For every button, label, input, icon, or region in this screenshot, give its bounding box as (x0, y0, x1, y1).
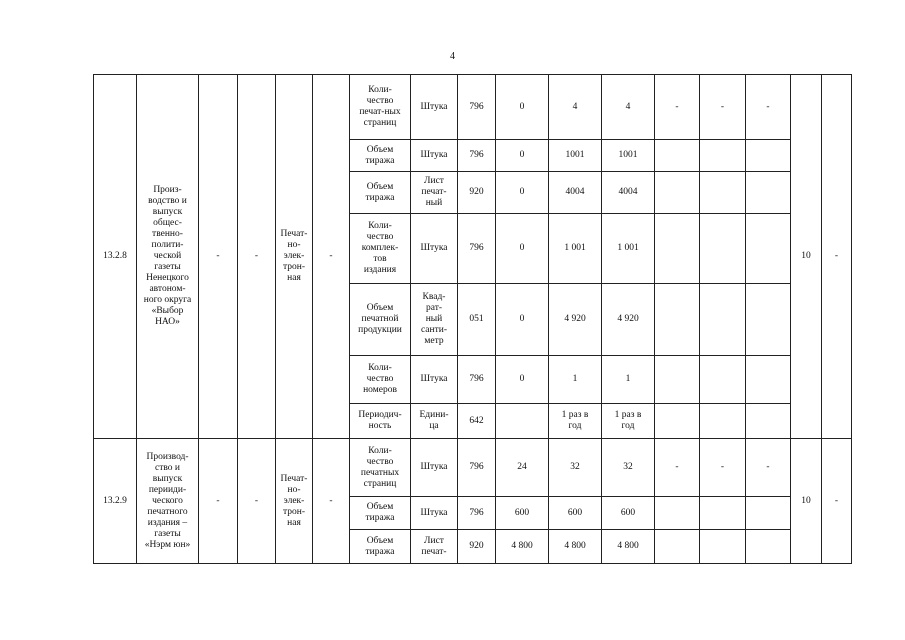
okei-code-cell: 796 (458, 140, 496, 172)
extra-cell (746, 530, 791, 564)
okei-code-cell: 920 (458, 172, 496, 214)
extra-cell (655, 497, 700, 530)
value-cell: 0 (496, 172, 549, 214)
value-cell (496, 404, 549, 439)
unit-cell: Квад- рат- ный санти- метр (411, 284, 458, 356)
page-number: 4 (450, 51, 455, 62)
service-name-cell: Производ- ство и выпуск перииди- ческого печатного издания – газеты «Нэрм юн» (137, 439, 199, 564)
indicator-cell: Коли- чество номеров (350, 356, 411, 404)
extra-cell (746, 214, 791, 284)
extra-cell (746, 356, 791, 404)
extra-cell (655, 356, 700, 404)
extra-cell (700, 140, 746, 172)
extra-cell (700, 404, 746, 439)
okei-code-cell: 796 (458, 75, 496, 140)
value-cell: 4 800 (602, 530, 655, 564)
extra-cell (655, 172, 700, 214)
okei-code-cell: 796 (458, 214, 496, 284)
extra-cell (700, 214, 746, 284)
extra-cell: - (746, 75, 791, 140)
value-cell: 0 (496, 75, 549, 140)
dash-cell: - (313, 439, 350, 564)
value-cell: 4004 (549, 172, 602, 214)
value-cell: 4 (549, 75, 602, 140)
value-cell: 1 001 (602, 214, 655, 284)
extra-cell: - (700, 75, 746, 140)
value-cell: 32 (549, 439, 602, 497)
extra-cell (655, 404, 700, 439)
dash-cell: - (822, 75, 852, 439)
dash-cell: - (199, 75, 238, 439)
deviation-percent-cell: 10 (791, 75, 822, 439)
okei-code-cell: 796 (458, 497, 496, 530)
unit-cell: Штука (411, 140, 458, 172)
extra-cell (700, 356, 746, 404)
extra-cell (700, 172, 746, 214)
extra-cell: - (655, 75, 700, 140)
value-cell: 0 (496, 140, 549, 172)
table-row (94, 75, 852, 140)
extra-cell (700, 530, 746, 564)
value-cell: 1 раз в год (602, 404, 655, 439)
indicator-cell: Объем печатной продукции (350, 284, 411, 356)
dash-cell: - (313, 75, 350, 439)
value-cell: 0 (496, 214, 549, 284)
okei-code-cell: 920 (458, 530, 496, 564)
extra-cell (746, 172, 791, 214)
data-table (93, 74, 852, 564)
okei-code-cell: 642 (458, 404, 496, 439)
form-cell: Печат- но- элек- трон- ная (276, 439, 313, 564)
okei-code-cell: 796 (458, 439, 496, 497)
value-cell: 4004 (602, 172, 655, 214)
value-cell: 4 800 (549, 530, 602, 564)
unit-cell: Штука (411, 356, 458, 404)
value-cell: 600 (602, 497, 655, 530)
indicator-cell: Периодич- ность (350, 404, 411, 439)
value-cell: 0 (496, 284, 549, 356)
section-number-cell: 13.2.9 (94, 439, 137, 564)
indicator-cell: Коли- чество комплек- тов издания (350, 214, 411, 284)
extra-cell (746, 497, 791, 530)
extra-cell (655, 214, 700, 284)
extra-cell (746, 284, 791, 356)
indicator-cell: Коли- чество печат-ных страниц (350, 75, 411, 140)
value-cell: 600 (549, 497, 602, 530)
value-cell: 0 (496, 356, 549, 404)
extra-cell (700, 284, 746, 356)
unit-cell: Штука (411, 439, 458, 497)
value-cell: 1 001 (549, 214, 602, 284)
extra-cell (655, 140, 700, 172)
indicator-cell: Объем тиража (350, 140, 411, 172)
value-cell: 24 (496, 439, 549, 497)
value-cell: 4 920 (549, 284, 602, 356)
extra-cell: - (655, 439, 700, 497)
section-number-cell: 13.2.8 (94, 75, 137, 439)
extra-cell (655, 284, 700, 356)
value-cell: 1 раз в год (549, 404, 602, 439)
value-cell: 1001 (549, 140, 602, 172)
extra-cell (746, 404, 791, 439)
table-row (94, 439, 852, 497)
indicator-cell: Коли- чество печатных страниц (350, 439, 411, 497)
value-cell: 1001 (602, 140, 655, 172)
unit-cell: Штука (411, 75, 458, 140)
dash-cell: - (238, 75, 276, 439)
extra-cell (655, 530, 700, 564)
dash-cell: - (199, 439, 238, 564)
deviation-percent-cell: 10 (791, 439, 822, 564)
service-name-cell: Произ- водство и выпуск общес- твенно- полити- ческой газеты Ненецкого автоном- ного округа «Выбор НАО» (137, 75, 199, 439)
unit-cell: Штука (411, 497, 458, 530)
value-cell: 4 800 (496, 530, 549, 564)
extra-cell (746, 140, 791, 172)
extra-cell: - (746, 439, 791, 497)
value-cell: 600 (496, 497, 549, 530)
unit-cell: Лист печат- (411, 530, 458, 564)
extra-cell: - (700, 439, 746, 497)
okei-code-cell: 796 (458, 356, 496, 404)
unit-cell: Едини- ца (411, 404, 458, 439)
form-cell: Печат- но- элек- трон- ная (276, 75, 313, 439)
indicator-cell: Объем тиража (350, 530, 411, 564)
unit-cell: Лист печат- ный (411, 172, 458, 214)
dash-cell: - (238, 439, 276, 564)
extra-cell (700, 497, 746, 530)
value-cell: 1 (602, 356, 655, 404)
value-cell: 32 (602, 439, 655, 497)
indicator-cell: Объем тиража (350, 172, 411, 214)
okei-code-cell: 051 (458, 284, 496, 356)
unit-cell: Штука (411, 214, 458, 284)
value-cell: 1 (549, 356, 602, 404)
indicator-cell: Объем тиража (350, 497, 411, 530)
value-cell: 4 (602, 75, 655, 140)
value-cell: 4 920 (602, 284, 655, 356)
dash-cell: - (822, 439, 852, 564)
